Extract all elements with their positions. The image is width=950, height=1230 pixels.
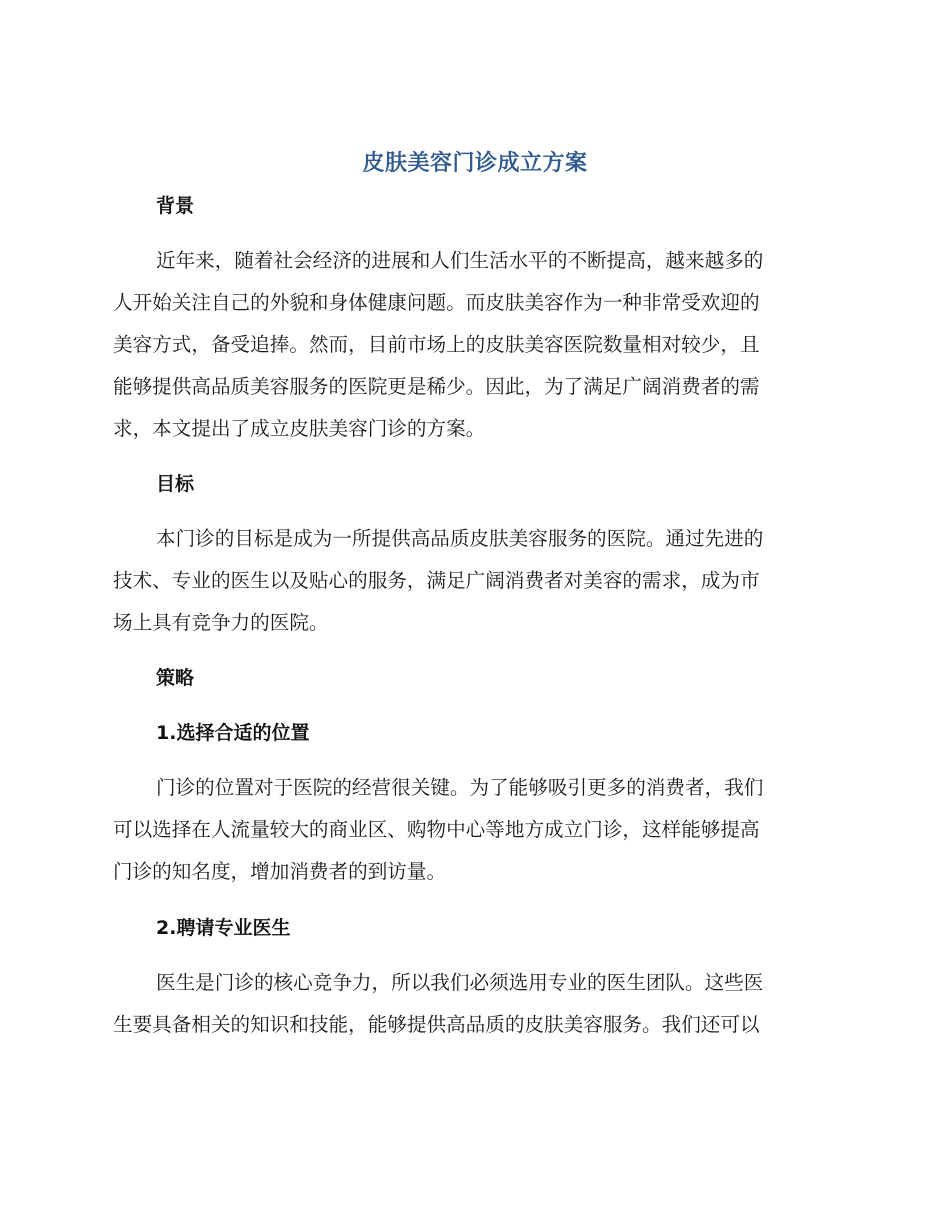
paragraph-line: 生要具备相关的知识和技能，能够提供高品质的皮肤美容服务。我们还可以 [113,1013,760,1036]
paragraph-line: 可以选择在人流量较大的商业区、购物中心等地方成立门诊，这样能够提高 [113,818,760,841]
paragraph-line: 求，本文提出了成立皮肤美容门诊的方案。 [113,417,486,440]
paragraph-line: 美容方式，备受追捧。然而，目前市场上的皮肤美容医院数量相对较少，且 [113,333,760,356]
document-title: 皮肤美容门诊成立方案 [362,151,588,176]
paragraph-line: 近年来，随着社会经济的进展和人们生活水平的不断提高，越来越多的 [156,249,764,272]
section-heading-background: 背景 [156,195,195,217]
paragraph-line: 场上具有竞争力的医院。 [113,611,329,634]
paragraph-goal [113,518,830,644]
section-heading-goal: 目标 [156,473,195,495]
paragraph-line: 门诊的知名度，增加消费者的到访量。 [113,860,447,883]
paragraph-line: 能够提供高品质美容服务的医院更是稀少。因此，为了满足广阔消费者的需 [113,375,760,398]
paragraph-line: 门诊的位置对于医院的经营很关键。为了能够吸引更多的消费者，我们 [156,776,764,799]
section-heading-location: 1.选择合适的位置 [156,722,310,744]
paragraph-line: 本门诊的目标是成为一所提供高品质皮肤美容服务的医院。通过先进的 [156,527,764,550]
paragraph-background [113,240,830,450]
paragraph-line: 医生是门诊的核心竞争力，所以我们必须选用专业的医生团队。这些医 [156,971,764,994]
paragraph-doctors [113,962,830,1046]
paragraph-location [113,767,830,893]
section-heading-strategy: 策略 [156,667,195,689]
section-heading-doctors: 2.聘请专业医生 [156,917,291,939]
paragraph-line: 技术、专业的医生以及贴心的服务，满足广阔消费者对美容的需求，成为市 [113,569,760,592]
paragraph-line: 人开始关注自己的外貌和身体健康问题。而皮肤美容作为一种非常受欢迎的 [113,291,760,314]
